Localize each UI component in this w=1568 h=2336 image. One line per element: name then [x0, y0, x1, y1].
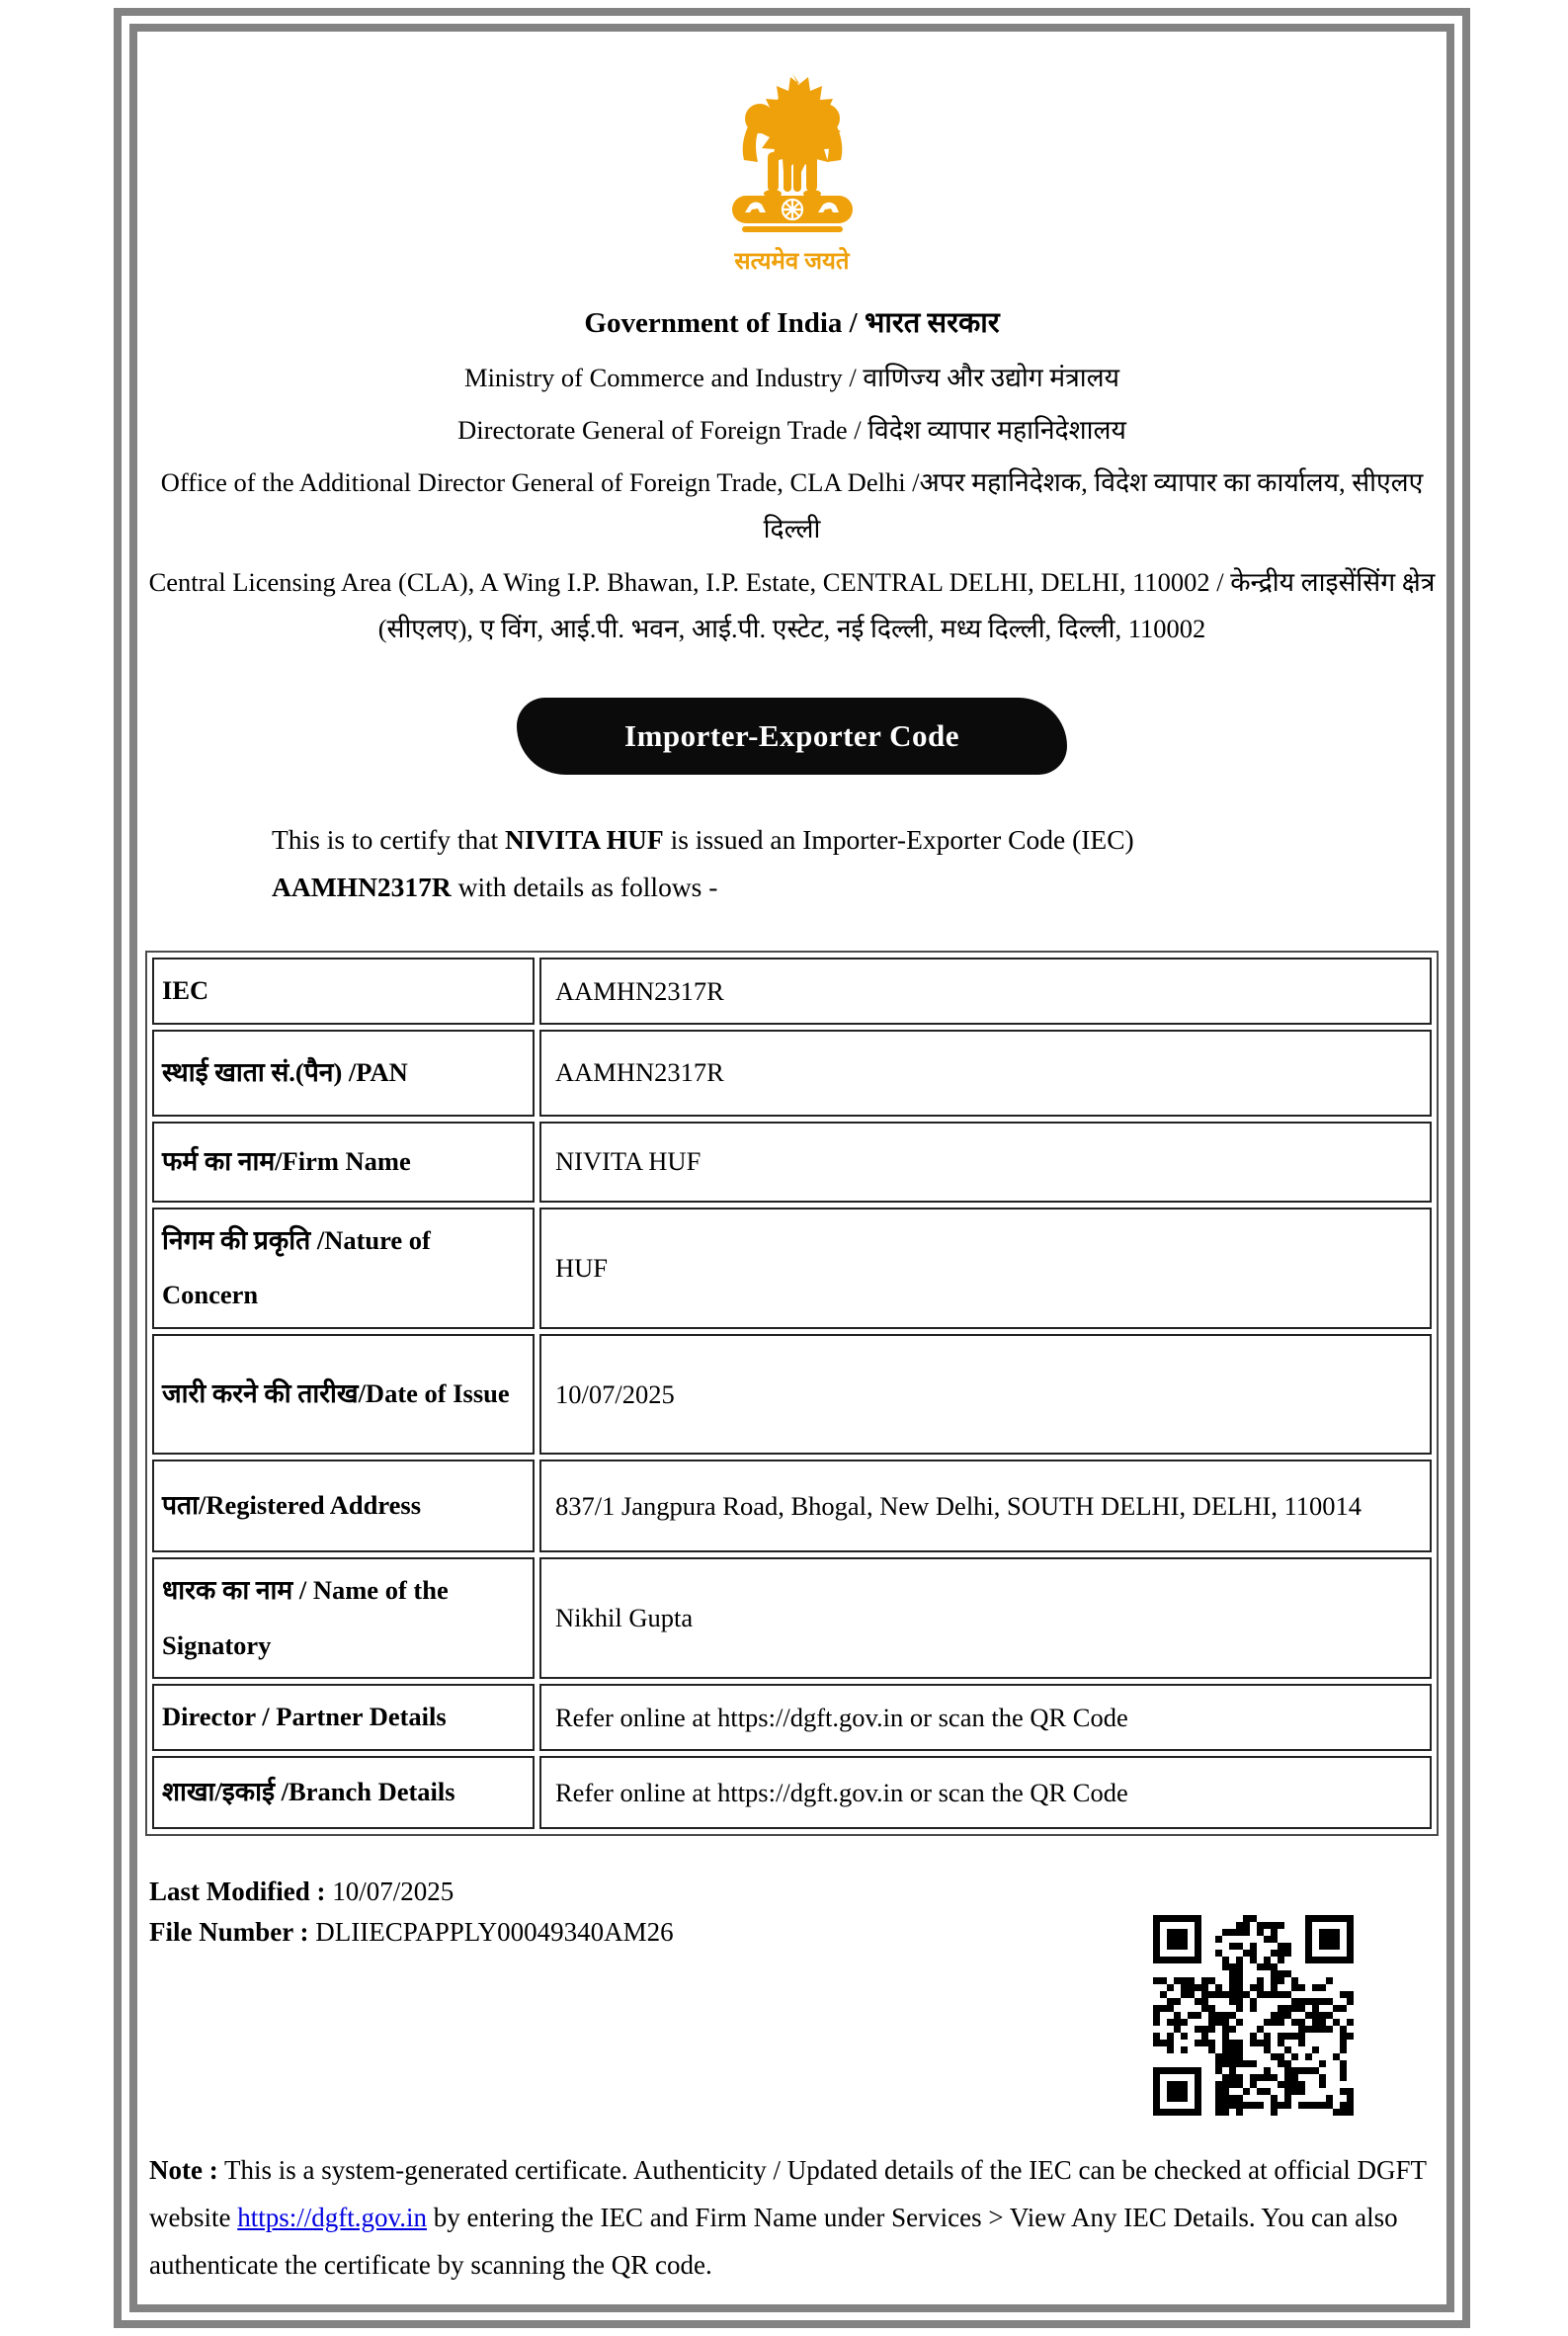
satyameva-jayate-text: सत्यमेव जयते	[734, 249, 850, 275]
cla-address-line: Central Licensing Area (CLA), A Wing I.P. Bhawan, I.P. Estate, CENTRAL DELHI, DELHI, 110002 / केन्द्रीय लाइसेंसिंग क्षेत्र (सीएलए), ए विंग, आई.पी. भवन, आई.पी. एस्टेट, नई दिल्ली, मध्य दिल्ली, दिल्ली, 110002	[148, 566, 1436, 643]
row-label: शाखा/इकाई /Branch Details	[152, 1756, 535, 1829]
row-value: AAMHN2317R	[539, 1030, 1432, 1117]
government-of-india-title: Government of India / भारत सरकार	[584, 307, 1000, 339]
row-value: Nikhil Gupta	[539, 1557, 1432, 1679]
ministry-line: Ministry of Commerce and Industry / वाणिज्य और उद्योग मंत्रालय	[464, 363, 1119, 392]
last-modified-value: 10/07/2025	[325, 1877, 454, 1907]
note-text-before-link: This is a system-generated certificate. Authenticity / Updated details of the IEC can be checked at official DGFT website	[149, 2155, 1427, 2233]
certify-suffix: with details as follows -	[451, 872, 718, 903]
row-value: AAMHN2317R	[539, 958, 1432, 1025]
row-value: 10/07/2025	[539, 1334, 1432, 1455]
note-label: Note :	[149, 2155, 218, 2186]
office-line: Office of the Additional Director General of Foreign Trade, CLA Delhi /अपर महानिदेशक, विदेश व्यापार का कार्यालय, सीएलए दिल्ली	[160, 467, 1424, 544]
row-label: फर्म का नाम/Firm Name	[152, 1122, 535, 1203]
row-value: Refer online at https://dgft.gov.in or scan the QR Code	[539, 1756, 1432, 1829]
row-label: स्थाई खाता सं.(पैन) /PAN	[152, 1030, 535, 1117]
row-value: HUF	[539, 1208, 1432, 1329]
row-value: Refer online at https://dgft.gov.in or scan the QR Code	[539, 1684, 1432, 1751]
note-text-after-link: by entering the IEC and Firm Name under Services > View Any IEC Details. You can also authenticate the certificate by scanning the QR code.	[149, 2203, 1398, 2281]
row-label: जारी करने की तारीख/Date of Issue	[152, 1334, 535, 1455]
row-label: Director / Partner Details	[152, 1684, 535, 1751]
table-row-firm-name	[152, 1122, 1432, 1203]
dgft-line: Directorate General of Foreign Trade / विदेश व्यापार महानिदेशालय	[457, 415, 1126, 446]
table-row-branch-details	[152, 1756, 1432, 1829]
certificate-outer-frame	[114, 8, 1470, 2328]
table-row-signatory-name	[152, 1557, 1432, 1679]
row-value: NIVITA HUF	[539, 1122, 1432, 1203]
table-row-registered-address	[152, 1460, 1432, 1552]
table-row-date-of-issue	[152, 1334, 1432, 1455]
qr-code	[1153, 1915, 1354, 2116]
iec-title-banner	[517, 698, 1067, 775]
table-row-pan	[152, 1030, 1432, 1117]
certify-prefix: This is to certify that	[272, 823, 505, 855]
note-paragraph	[149, 2146, 1437, 2289]
iec-code: AAMHN2317R	[272, 872, 452, 903]
last-modified-label: Last Modified :	[149, 1877, 326, 1907]
row-label: पता/Registered Address	[152, 1460, 535, 1552]
table-row-director-partner-details	[152, 1684, 1432, 1751]
row-label: निगम की प्रकृति /Nature of Concern	[152, 1208, 535, 1329]
file-number-label: File Number :	[149, 1916, 309, 1947]
iec-details-table	[145, 951, 1439, 1836]
firm-name: NIVITA HUF	[505, 823, 664, 855]
iec-banner-label: Importer-Exporter Code	[624, 717, 959, 753]
row-value: 837/1 Jangpura Road, Bhogal, New Delhi, SOUTH DELHI, DELHI, 110014	[539, 1460, 1432, 1552]
row-label: IEC	[152, 958, 535, 1025]
certificate-header	[145, 67, 1439, 652]
file-number-value: DLIIECPAPPLY00049340AM26	[308, 1916, 674, 1947]
row-label: धारक का नाम / Name of the Signatory	[152, 1557, 535, 1679]
certification-statement	[272, 816, 1289, 911]
table-row-nature-of-concern	[152, 1208, 1432, 1329]
table-row-iec	[152, 958, 1432, 1025]
certificate-inner-frame	[129, 24, 1454, 2312]
certify-middle: is issued an Importer-Exporter Code (IEC)	[663, 823, 1134, 855]
certificate-meta-section	[145, 1872, 1439, 2140]
dgft-website-link[interactable]: https://dgft.gov.in	[237, 2203, 427, 2233]
last-modified-line	[149, 1872, 1439, 1912]
india-national-emblem-icon	[145, 67, 1439, 277]
